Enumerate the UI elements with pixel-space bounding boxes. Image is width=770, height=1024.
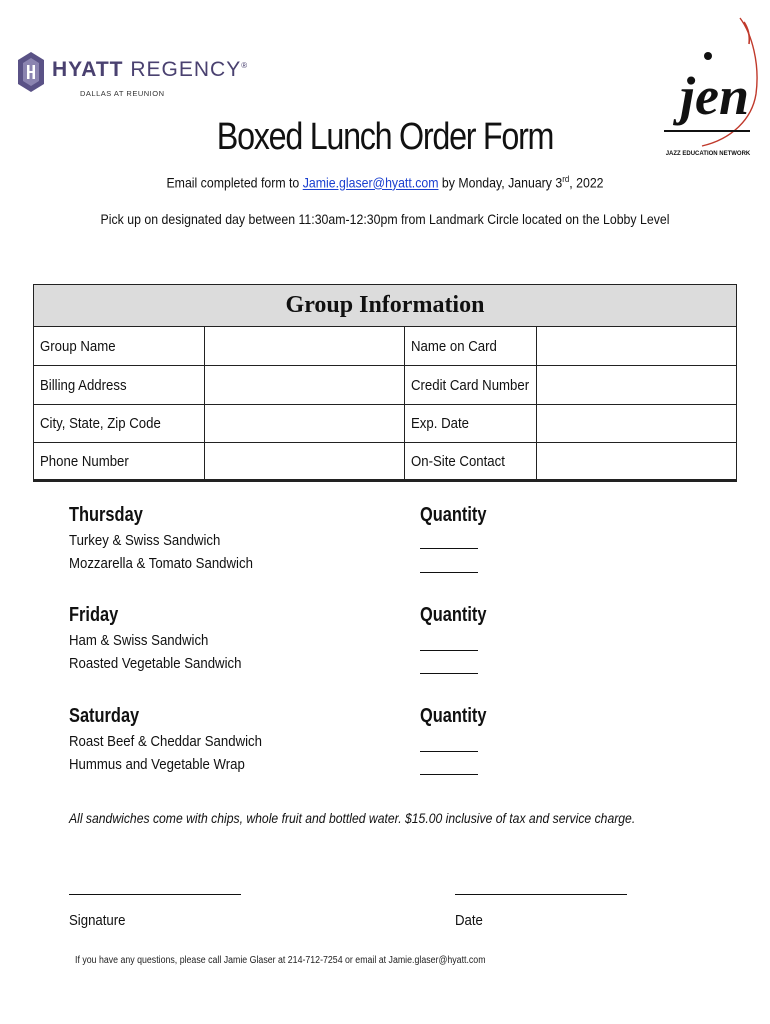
name-on-card-field[interactable] <box>536 327 736 365</box>
saturday-heading: Saturday <box>69 705 140 727</box>
contact-info: If you have any questions, please call Jamie Glaser at 214-712-7254 or email at Jamie.glaser@hyatt.com <box>75 955 486 966</box>
table-row <box>34 366 736 405</box>
saturday-item-2: Hummus and Vegetable Wrap <box>69 756 245 773</box>
date-label: Date <box>455 912 483 929</box>
hyatt-regency-logo <box>18 50 249 102</box>
group-name-field[interactable] <box>204 327 404 365</box>
city-state-zip-label: City, State, Zip Code <box>40 415 161 432</box>
signature-field[interactable] <box>69 894 241 895</box>
table-row <box>34 405 736 443</box>
email-instructions <box>46 174 724 191</box>
billing-address-label: Billing Address <box>40 376 127 394</box>
on-site-contact-label: On-Site Contact <box>404 443 536 479</box>
email-year: , 2022 <box>569 174 604 191</box>
group-information-heading: Group Information <box>34 285 736 327</box>
thursday-heading: Thursday <box>69 504 143 526</box>
email-link[interactable]: Jamie.glaser@hyatt.com <box>302 174 439 191</box>
thursday-item-1-quantity[interactable] <box>420 548 478 549</box>
group-name-label: Group Name <box>40 337 116 355</box>
page-title: Boxed Lunch Order Form <box>216 116 554 158</box>
friday-item-2-quantity[interactable] <box>420 673 478 674</box>
thursday-item-1: Turkey & Swiss Sandwich <box>69 532 221 549</box>
table-row <box>34 327 736 366</box>
saturday-item-2-quantity[interactable] <box>420 774 478 775</box>
friday-item-1-quantity[interactable] <box>420 650 478 651</box>
email-prefix: Email completed form to <box>166 174 303 191</box>
group-information-table <box>33 284 737 480</box>
saturday-quantity-heading: Quantity <box>420 705 487 727</box>
jen-caption: JAZZ EDUCATION NETWORK <box>665 151 751 157</box>
friday-heading: Friday <box>69 604 119 626</box>
date-field[interactable] <box>455 894 627 895</box>
saturday-item-1-quantity[interactable] <box>420 751 478 752</box>
hyatt-location: DALLAS AT REUNION <box>80 89 165 98</box>
phone-number-label: Phone Number <box>40 452 129 470</box>
pickup-instructions: Pick up on designated day between 11:30am-12:30pm from Landmark Circle located on the Lobby Level <box>100 211 670 227</box>
credit-card-number-label: Credit Card Number <box>404 366 536 404</box>
exp-date-label: Exp. Date <box>404 405 536 442</box>
table-row <box>34 443 736 479</box>
credit-card-number-field[interactable] <box>536 366 736 404</box>
thursday-item-2: Mozzarella & Tomato Sandwich <box>69 555 253 572</box>
friday-item-1: Ham & Swiss Sandwich <box>69 632 209 649</box>
friday-item-2: Roasted Vegetable Sandwich <box>69 655 242 672</box>
hyatt-hexagon-icon <box>18 52 44 92</box>
jen-mark: jen <box>680 66 750 126</box>
thursday-item-2-quantity[interactable] <box>420 572 478 573</box>
email-deadline: by Monday, January 3 <box>438 174 563 191</box>
name-on-card-label: Name on Card <box>404 327 536 365</box>
on-site-contact-field[interactable] <box>536 443 736 479</box>
phone-number-field[interactable] <box>204 443 404 479</box>
thursday-quantity-heading: Quantity <box>420 504 487 526</box>
saturday-item-1: Roast Beef & Cheddar Sandwich <box>69 733 262 750</box>
pricing-note: All sandwiches come with chips, whole fruit and bottled water. $15.00 inclusive of tax and service charge. <box>69 810 636 826</box>
signature-label: Signature <box>69 912 126 929</box>
email-deadline-sup: rd <box>562 174 570 184</box>
hyatt-wordmark: HYATT REGENCY® <box>52 58 249 81</box>
city-state-zip-field[interactable] <box>204 405 404 442</box>
billing-address-field[interactable] <box>204 366 404 404</box>
exp-date-field[interactable] <box>536 405 736 442</box>
friday-quantity-heading: Quantity <box>420 604 487 626</box>
